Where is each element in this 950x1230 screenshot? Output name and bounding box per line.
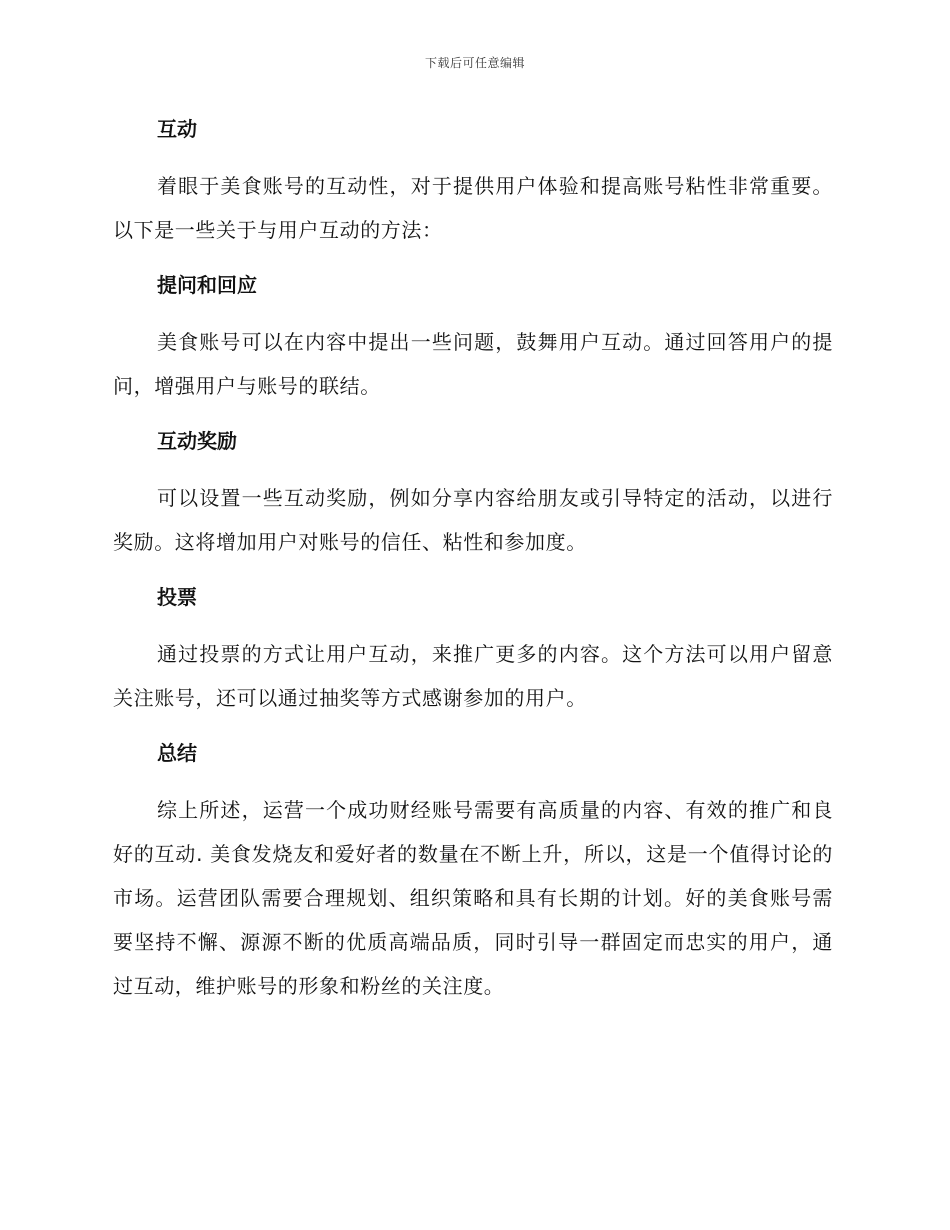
section-heading-summary: 总结 xyxy=(157,741,197,765)
section-paragraph-voting: 通过投票的方式让用户互动，来推广更多的内容。这个方法可以用户留意关注账号，还可以通过抽奖等方式感谢参加的用户。 xyxy=(113,642,833,710)
section-heading-rewards: 互动奖励 xyxy=(157,429,237,453)
section-paragraph-interaction: 着眼于美食账号的互动性，对于提供用户体验和提高账号粘性非常重要。以下是一些关于与用户互动的方法： xyxy=(113,174,833,242)
section-paragraph-summary: 综上所述，运营一个成功财经账号需要有高质量的内容、有效的推广和良好的互动. 美食发烧友和爱好者的数量在不断上升，所以，这是一个值得讨论的市场。运营团队需要合理规划、组织策略和具有长期的计划。好的美食账号需要坚持不懈、源源不断的优质高端品质，同时引导一群固定而忠实的用户，通过互动，维护账号的形象和粉丝的关注度。 xyxy=(113,798,833,998)
section-paragraph-rewards: 可以设置一些互动奖励，例如分享内容给朋友或引导特定的活动，以进行奖励。这将增加用户对账号的信任、粘性和参加度。 xyxy=(113,486,833,554)
section-heading-interaction: 互动 xyxy=(157,117,197,141)
section-heading-questions: 提问和回应 xyxy=(157,273,257,297)
document-body xyxy=(113,112,833,1008)
section-paragraph-questions: 美食账号可以在内容中提出一些问题，鼓舞用户互动。通过回答用户的提问，增强用户与账号的联结。 xyxy=(113,330,833,398)
section-heading-voting: 投票 xyxy=(157,585,197,609)
page-header: 下载后可任意编辑 xyxy=(424,56,525,70)
